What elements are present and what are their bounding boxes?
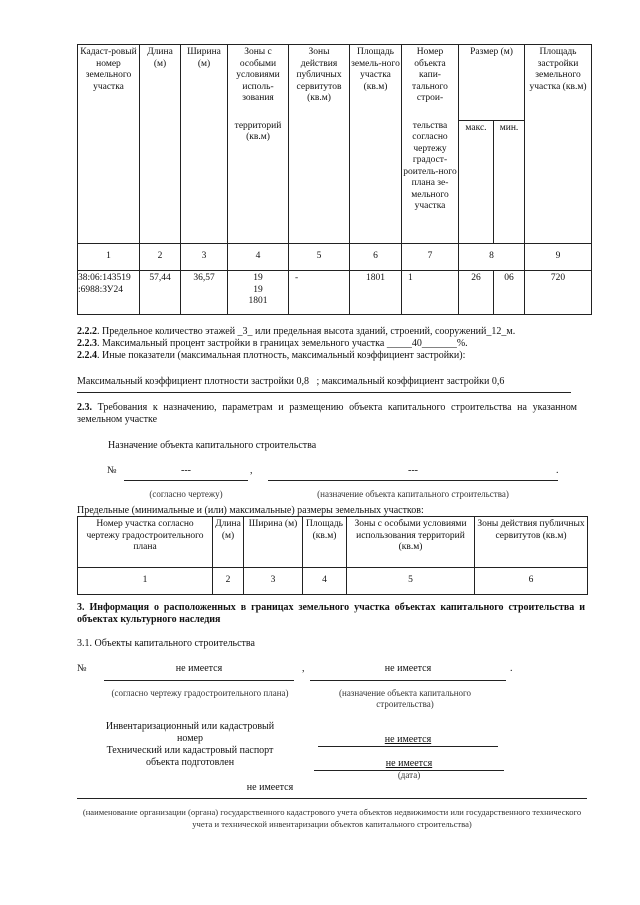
- col-number: 5: [289, 244, 350, 271]
- passport-value-text: не имеется: [385, 758, 433, 769]
- header-size-min: мин.: [494, 121, 525, 244]
- number-sign: №: [107, 465, 117, 476]
- caption-drawing: (согласно чертежу градостроительного плана): [111, 688, 289, 698]
- para-num: 2.3.: [77, 402, 92, 413]
- number-sign: №: [77, 663, 87, 674]
- para-2-2-3: [77, 338, 468, 349]
- para-2-2-2: [77, 326, 515, 337]
- col-number: 3: [181, 244, 228, 271]
- passport-label: Технический или кадастровый паспорт объекта подготовлен: [106, 745, 274, 768]
- limits-table: [77, 516, 588, 595]
- caption-purpose: (назначение объекта капитального строительства): [339, 688, 471, 709]
- col-number: 2: [140, 244, 181, 271]
- header-area: Площадь земель-ного участка (кв.м): [350, 45, 402, 244]
- para-text: . Максимальный процент застройки в границах земельного участка _____40_______%.: [97, 338, 468, 349]
- para-2-2-4: [77, 350, 465, 361]
- object-number-value: не имеется: [175, 663, 223, 674]
- para-text: . Предельное количество этажей _3_ или предельная высота зданий, строений, сооружений_12_м.: [97, 326, 516, 337]
- header-length: Длина (м): [213, 517, 244, 568]
- col-number: 1: [78, 568, 213, 595]
- purpose-name-value: ---: [408, 465, 418, 476]
- zones-value: 1801: [248, 296, 268, 306]
- organization-value: не имеется: [246, 782, 294, 793]
- header-object-no: [402, 45, 459, 244]
- table-row: [78, 271, 592, 315]
- col-number: 9: [525, 244, 592, 271]
- comma: ,: [302, 663, 305, 674]
- col-number: 8: [459, 244, 525, 271]
- header-size: Размер (м): [459, 45, 525, 121]
- para-2-3: [77, 402, 577, 426]
- cell-built-area: 720: [525, 271, 592, 315]
- para-text: . Иные показатели (максимальная плотность, максимальный коэффициент застройки):: [97, 350, 466, 361]
- cell-width: 36,57: [181, 271, 228, 315]
- divider: [77, 392, 571, 393]
- caption-organization: (наименование организации (органа) государственного кадастрового учета объектов недвижимости или государственного технического учета и технической инвентаризации объектов капитального строительства): [82, 807, 582, 829]
- header-size-max: макс.: [459, 121, 494, 244]
- object-purpose-value: не имеется: [384, 663, 432, 674]
- underline: [310, 680, 506, 681]
- limits-label: Предельные (минимальные и (или) максимальные) размеры земельных участков:: [77, 505, 424, 516]
- header-length: Длина (м): [140, 45, 181, 244]
- underline: [104, 680, 294, 681]
- header-area: Площадь (кв.м): [303, 517, 347, 568]
- col-number: 4: [228, 244, 289, 271]
- underline: [124, 480, 248, 481]
- section-3-1-title: 3.1. Объекты капитального строительства: [77, 638, 255, 649]
- cell-length: 57,44: [140, 271, 181, 315]
- underline: [268, 480, 558, 481]
- header-plot-number: Номер участка согласно чертежу градостроительного плана: [78, 517, 213, 568]
- cell-servitude: -: [289, 271, 350, 315]
- col-number: 6: [475, 568, 588, 595]
- header-zones: Зоны с особыми условиями использования территорий (кв.м): [347, 517, 475, 568]
- col-number: 7: [402, 244, 459, 271]
- cell-object-no: 1: [402, 271, 459, 315]
- inventory-value: [318, 734, 498, 745]
- header-servitude: Зоны действия публичных сервитутов (кв.м): [475, 517, 588, 568]
- header-zones-b: территорий (кв.м): [234, 120, 282, 142]
- passport-value: [314, 758, 504, 769]
- para-text: Требования к назначению, параметрам и размещению объекта капитального строительства на указанном земельном участке: [77, 402, 577, 425]
- col-number: 6: [350, 244, 402, 271]
- para-num: 2.2.4: [77, 350, 97, 361]
- header-object-no-a: Номер объекта капи-тального строи-: [412, 47, 448, 103]
- cell-max: 26: [459, 271, 494, 315]
- caption-purpose: (назначение объекта капитального строительства): [317, 489, 509, 499]
- header-zones: [228, 45, 289, 244]
- caption-drawing: (согласно чертежу): [149, 489, 223, 499]
- col-number: 1: [78, 244, 140, 271]
- section-3-title: 3. Информация о расположенных в границах земельного участка объектах капитального строительства и объектах культурного наследия: [77, 602, 585, 625]
- col-number: 3: [244, 568, 303, 595]
- inventory-label: Инвентаризационный или кадастровый номер: [105, 721, 275, 744]
- coefficient-line: Максимальный коэффициент плотности застройки 0,8 ; максимальный коэффициент застройки 0,6: [77, 376, 505, 387]
- purpose-number-value: ---: [181, 465, 191, 476]
- underline: [318, 746, 498, 747]
- header-servitude: Зоны действия публичных сервитутов (кв.м): [289, 45, 350, 244]
- header-object-no-b: тельства согласно чертежу градост-роитель-ного плана зе-мельного участка: [403, 120, 457, 211]
- header-built-area: Площадь застройки земельного участка (кв.м): [525, 45, 592, 244]
- cell-area: 1801: [350, 271, 402, 315]
- para-num: 2.2.3: [77, 338, 97, 349]
- header-width: Ширина (м): [244, 517, 303, 568]
- zones-value: 19: [253, 284, 263, 295]
- header-cadastral: Кадаст-ровый номер земельного участка: [78, 45, 140, 244]
- para-num: 2.2.2: [77, 326, 97, 337]
- col-number: 2: [213, 568, 244, 595]
- header-width: Ширина (м): [181, 45, 228, 244]
- divider: [77, 798, 587, 799]
- caption-date: (дата): [397, 770, 421, 780]
- cell-zones: [228, 271, 289, 315]
- dot: .: [556, 465, 559, 476]
- cell-cadastral: 38:06:143519 :6988:ЗУ24: [78, 271, 140, 315]
- cell-min: 06: [494, 271, 525, 315]
- header-zones-a: Зоны с особыми условиями исполь-зования: [236, 47, 280, 103]
- purpose-label: Назначение объекта капитального строительства: [108, 440, 317, 451]
- col-number: 5: [347, 568, 475, 595]
- inventory-value-text: не имеется: [384, 734, 432, 745]
- col-number: 4: [303, 568, 347, 595]
- land-plot-table: [77, 44, 592, 315]
- dot: .: [510, 663, 513, 674]
- comma: ,: [250, 465, 253, 476]
- zones-value: 19: [253, 273, 263, 283]
